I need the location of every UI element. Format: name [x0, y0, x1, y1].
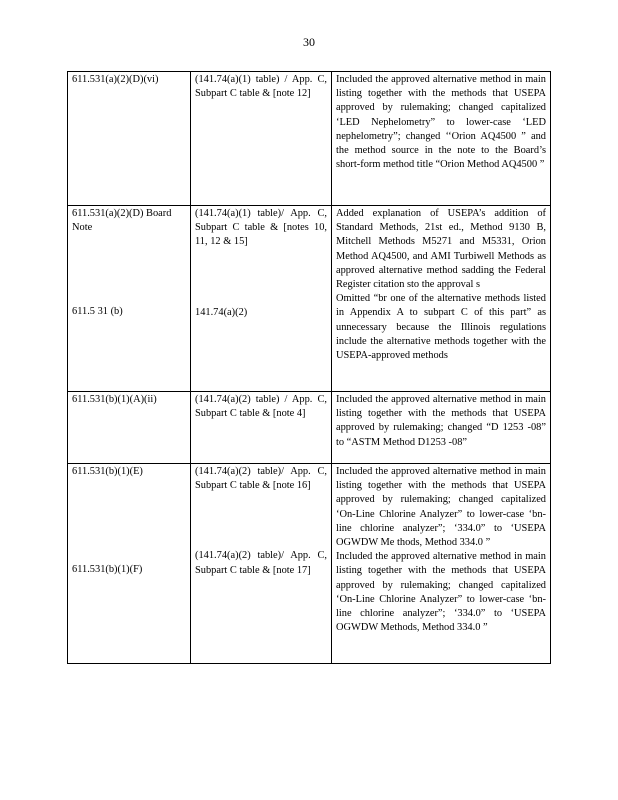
section-text: 611.531(a)(2)(D)(vi) — [72, 74, 159, 85]
table-row — [68, 392, 551, 464]
revision-text: Omitted “br one of the alternative methods listed in Appendix A to subpart C of this part” as unnecessary because the Illinois regulations include the alternative methods together with the USEPA-approved methods — [336, 293, 546, 362]
page-number: 30 — [303, 35, 315, 49]
revision-text: Included the approved alternative method in main listing together with the methods that USEPA approved by rulemaking; changed “D 1253 -08” to “ASTM Method D1253 -08” — [336, 394, 546, 448]
source-text: 141.74(a)(2) — [195, 306, 248, 318]
revision-text: Included the approved alternative method in main listing together with the methods that USEPA approved by rulemaking; changed capitalized ‘On-Line Chlorine Analyzer” to lower-case ‘bn-line chlorine analyzer”; ‘334.0” to ‘USEPA OGWDW Me thods, Method 334.0 ” — [336, 466, 546, 549]
revision-text: Added explanation of USEPA’s addition of Standard Methods, 21st ed., Method 9130 B, Mitchell Methods M5271 and M5331, Orion Method AQ4500, and AMI Turbiwell Methods as approved alternative method sadding the Federal Register citation sto the approval s — [336, 208, 546, 291]
revision-table — [67, 71, 551, 664]
section-cell — [68, 464, 191, 664]
section-cell — [68, 206, 191, 392]
table-row — [68, 72, 551, 206]
source-text: (141.74(a)(1) table)/ App. C, Subpart C table & [notes 10, 11, 12 & 15] — [195, 208, 327, 248]
source-cell — [191, 464, 332, 664]
section-text: 611.531(b)(1)(A)(ii) — [72, 394, 157, 405]
table-row — [68, 464, 551, 664]
section-text: 611.531(b)(1)(E) — [72, 466, 143, 477]
section-cell — [68, 392, 191, 464]
source-cell — [191, 206, 332, 392]
table-row — [68, 206, 551, 392]
revision-cell — [332, 464, 551, 664]
source-text: (141.74(a)(1) table) / App. C, Subpart C table & [note 12] — [195, 74, 327, 100]
source-cell — [191, 392, 332, 464]
revision-cell — [332, 72, 551, 206]
source-text: (141.74(a)(2) table)/ App. C, Subpart C table & [note 17] — [195, 550, 327, 576]
source-cell — [191, 72, 332, 206]
source-text: (141.74(a)(2) table)/ App. C, Subpart C table & [note 16] — [195, 466, 327, 492]
revision-text: Included the approved alternative method in main listing together with the methods that USEPA approved by rulemaking; changed capitalized ‘LED Nephelometry” to lower-case ‘LED nephelometry”; changed ‘‘Orion AQ4500 ” and the method source in the note to the Board’s short-form method title “Orion Method AQ4500 ” — [336, 74, 546, 171]
revision-cell — [332, 206, 551, 392]
section-text: 611.531(b)(1)(F) — [72, 564, 143, 576]
source-text: (141.74(a)(2) table) / App. C, Subpart C table & [note 4] — [195, 394, 327, 420]
section-text: 611.5 31 (b) — [72, 306, 123, 318]
section-text: 611.531(a)(2)(D) Board Note — [72, 208, 172, 234]
section-cell — [68, 72, 191, 206]
revision-text: Included the approved alternative method in main listing together with the methods that USEPA approved by rulemaking; changed capitalized ‘On-Line Chlorine Analyzer” to lower-case ‘bn-line chlorine analyzer”; ‘334.0” to ‘USEPA OGWDW Methods, Method 334.0 ” — [336, 551, 546, 634]
revision-cell — [332, 392, 551, 464]
